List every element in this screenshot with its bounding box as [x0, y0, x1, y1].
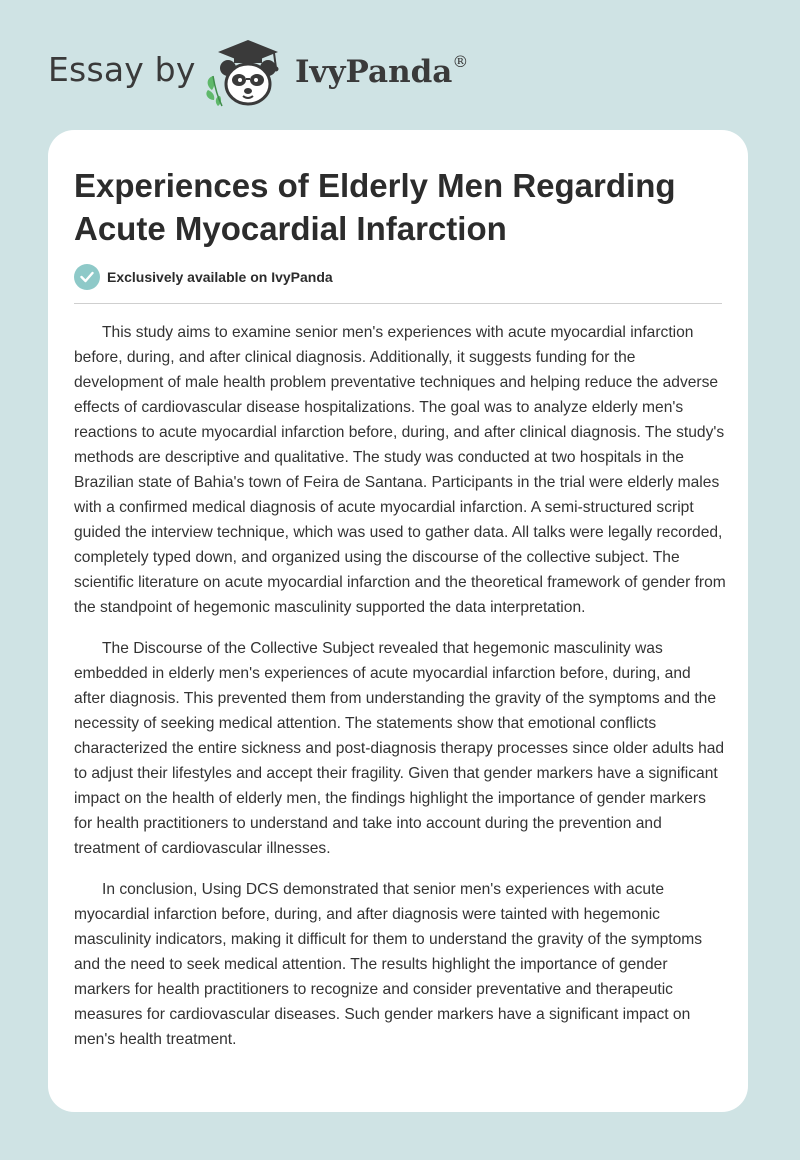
registered-mark: ®: [452, 52, 469, 71]
page-title: Experiences of Elderly Men Regarding Acute Myocardial Infarction: [74, 167, 676, 247]
essay-body: [74, 320, 726, 1068]
paragraph: The Discourse of the Collective Subject revealed that hegemonic masculinity was embedded in elderly men's experiences of acute myocardial infarction before, during, and after diagnosis. This prevented them from understanding the gravity of the symptoms and the necessity of seeking medical attention. The statements show that emotional conflicts characterized the entire sickness and post-diagnosis therapy processes since older adults had to adjust their lifestyles and accept their fragility. Given that gender markers have a significant impact on the health of elderly men, the findings highlight the importance of gender markers for health practitioners to understand and take into account during the prevention and treatment of cardiovascular illnesses.: [74, 640, 725, 857]
paragraph: This study aims to examine senior men's experiences with acute myocardial infarction before, during, and after clinical diagnosis. Additionally, it suggests funding for the development of male health problem preventative techniques and helping reduce the adverse effects of cardiovascular disease hospitalizations. The goal was to analyze elderly men's reactions to acute myocardial infarction before, during, and after clinical diagnosis. The study's methods are descriptive and qualitative. The study was conducted at two hospitals in the Brazilian state of Bahia's town of Feira de Santana. Participants in the trial were elderly males with a confirmed medical diagnosis of acute myocardial infarction. A semi-structured script guided the interview technique, which was used to gather data. All talks were legally recorded, completely typed down, and organized using the discourse of the collective subject. The scientific literature on acute myocardial infarction and the theoretical framework of gender from the standpoint of hegemonic masculinity supported the data interpretation.: [74, 324, 726, 616]
check-icon: [74, 264, 100, 290]
essay-card: [48, 130, 748, 1112]
site-header: [0, 0, 800, 130]
brand-name-text: IvyPanda: [295, 54, 453, 90]
brand-name[interactable]: [295, 54, 468, 90]
essay-by-label: Essay by: [48, 50, 196, 89]
panda-logo-icon[interactable]: [200, 38, 286, 108]
exclusive-badge: [74, 264, 333, 290]
divider: [74, 303, 722, 304]
exclusive-badge-label: Exclusively available on IvyPanda: [107, 269, 333, 285]
paragraph: In conclusion, Using DCS demonstrated that senior men's experiences with acute myocardial infarction before, during, and after diagnosis were tainted with hegemonic masculinity indicators, making it difficult for them to understand the gravity of the symptoms and the need to seek medical attention. The results highlight the importance of gender markers for health practitioners to recognize and consider preventative and therapeutic measures for cardiovascular diseases. Such gender markers have a significant impact on men's health treatment.: [74, 881, 703, 1048]
